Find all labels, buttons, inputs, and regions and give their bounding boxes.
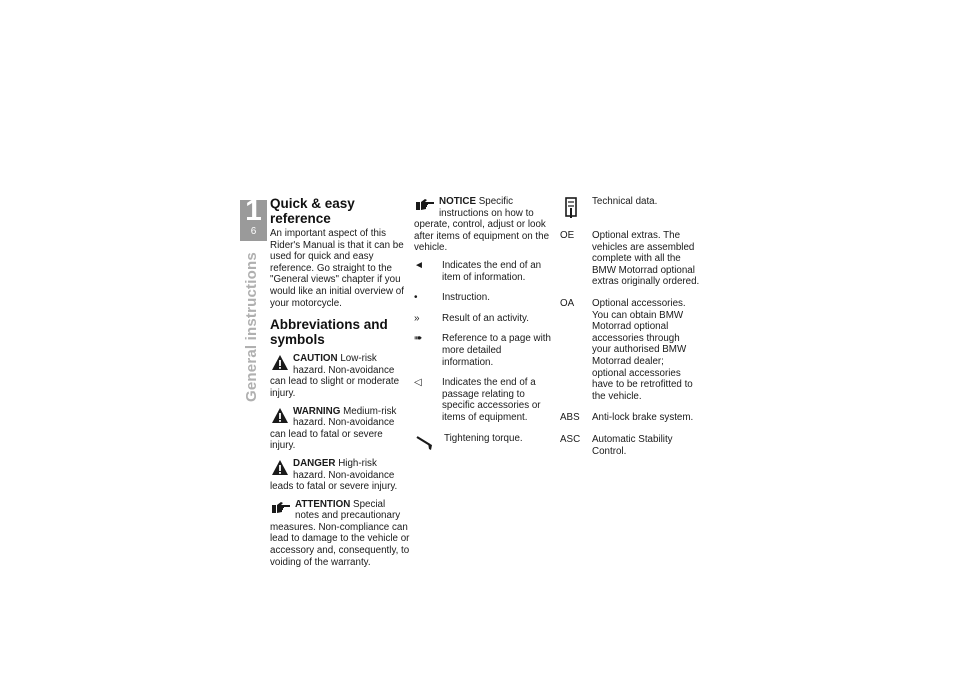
abbreviation-description: Optional accessories. You can obtain BMW Motorrad optional accessories through your authorised BMW Motorrad dealer; optional accessories have to be retrofitted to the vehicle.: [592, 297, 693, 402]
warning-note: [270, 406, 410, 452]
page-number: 6: [250, 226, 257, 237]
notice-text: Specific instructions on how to operate, control, adjust or look after items of equipment on the vehicle.: [414, 196, 550, 254]
caution-keyword: CAUTION: [293, 353, 338, 365]
symbol-description: Instruction.: [442, 292, 490, 304]
attention-keyword: ATTENTION: [295, 498, 351, 510]
danger-keyword: DANGER: [293, 457, 336, 469]
abbreviations-heading: Abbreviations and symbols: [270, 317, 388, 348]
caution-text: Low-risk hazard. Non-avoidance can lead to slight or moderate injury.: [270, 353, 400, 399]
notice-note: [414, 196, 554, 254]
column-3: [560, 196, 700, 467]
end-of-passage-symbol: ◁: [414, 377, 422, 389]
symbol-description: Result of an activity.: [442, 312, 529, 324]
symbol-description: Indicates the end of an item of information.: [442, 259, 542, 283]
abbreviation-description: Anti-lock brake system.: [592, 412, 694, 424]
caution-note: [270, 353, 410, 399]
symbol-row: [414, 292, 554, 304]
danger-text: High-risk hazard. Non-avoidance leads to fatal or severe injury.: [270, 457, 398, 493]
technical-data-text: Technical data.: [592, 196, 658, 207]
instruction-symbol: •: [414, 292, 418, 304]
attention-text: Special notes and precautionary measures. Non-compliance can lead to damage to the vehicle or accessory and, consequently, to voiding of the warranty.: [270, 498, 410, 568]
warning-text: Medium-risk hazard. Non-avoidance can lead to fatal or severe injury.: [270, 405, 397, 452]
warning-triangle-icon: [271, 459, 289, 476]
torque-wrench-icon: [414, 433, 444, 453]
chapter-title: General instructions: [243, 252, 260, 402]
abbreviation-row: [560, 412, 700, 424]
notice-keyword: NOTICE: [439, 196, 477, 207]
chapter-number: 1: [245, 194, 262, 227]
pointing-hand-icon: [415, 198, 435, 211]
reference-symbol: ➠: [414, 333, 423, 345]
symbol-row: [414, 377, 554, 423]
warning-triangle-icon: [271, 354, 289, 371]
torque-row: [414, 433, 554, 453]
symbol-row: [414, 260, 554, 283]
abbreviation-description: Optional extras. The vehicles are assembled complete with all the BMW Motorrad optional extras originally ordered.: [592, 230, 700, 288]
symbol-description: Indicates the end of a passage relating to specific accessories or items of equipment.: [442, 377, 541, 423]
technical-data-icon: [560, 196, 592, 220]
abbreviation-row: [560, 298, 700, 402]
column-2: [414, 196, 554, 461]
quick-reference-body: An important aspect of this Rider's Manual is that it can be used for quick and easy reference. Go straight to the "General views" chapter if you would like an initial overview of your motorcycle.: [270, 228, 404, 309]
warning-triangle-icon: [271, 407, 289, 424]
end-of-item-symbol: ◄: [414, 259, 424, 271]
abbreviation-row: [560, 230, 700, 288]
technical-data-row: [560, 196, 700, 220]
quick-reference-heading: Quick & easy reference: [270, 196, 355, 226]
abbreviation-key: ASC: [560, 433, 581, 445]
pointing-hand-icon: [271, 501, 291, 514]
symbol-row: [414, 313, 554, 325]
abbreviation-key: OE: [560, 230, 575, 241]
abbreviation-description: Automatic Stability Control.: [592, 433, 673, 457]
attention-note: [270, 499, 410, 569]
torque-text: Tightening torque.: [444, 432, 523, 444]
symbol-description: Reference to a page with more detailed information.: [442, 333, 551, 368]
warning-keyword: WARNING: [293, 405, 341, 417]
result-symbol: »: [414, 312, 420, 324]
abbreviation-key: OA: [560, 297, 575, 309]
danger-note: [270, 458, 410, 493]
symbol-row: [414, 333, 554, 368]
column-1: [270, 196, 410, 574]
abbreviation-row: [560, 434, 700, 457]
abbreviation-key: ABS: [560, 412, 580, 424]
